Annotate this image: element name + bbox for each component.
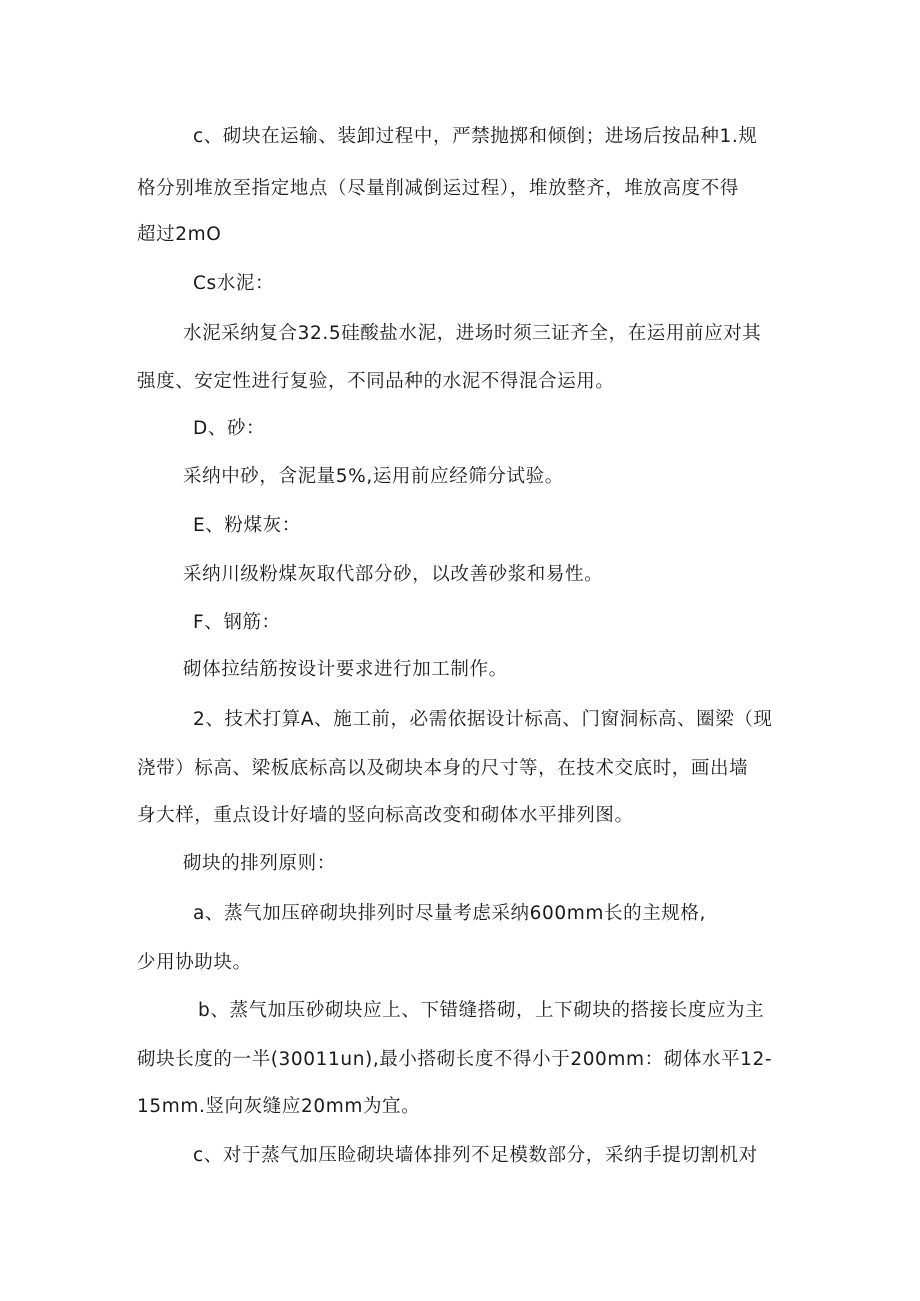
text-line: F、钢筋： [193, 612, 281, 633]
text-line: 水泥采纳复合32.5硅酸盐水泥，进场时须三证齐全，在运用前应对其 [183, 323, 762, 344]
text-line: 2、技术打算A、施工前，必需依据设计标高、门窗洞标高、圈梁（现 [193, 709, 773, 730]
text-line: 强度、安定性进行复验，不同品种的水泥不得混合运用。 [137, 371, 615, 392]
text-line: 身大样，重点设计好墙的竖向标高改变和砌体水平排列图。 [137, 805, 634, 826]
text-line: 砌体拉结筋按设计要求进行加工制作。 [183, 659, 508, 680]
text-line: c、砌块在运输、装卸过程中，严禁抛掷和倾倒；进场后按品种1.规 [193, 126, 758, 147]
text-line: 少用协助块。 [137, 952, 252, 973]
text-line: 浇带）标高、梁板底标高以及砌块本身的尺寸等，在技术交底时，画出墙 [137, 758, 749, 779]
text-line: 格分别堆放至指定地点（尽量削减倒运过程），堆放整齐，堆放高度不得 [137, 178, 739, 199]
text-line: E、粉煤灰： [193, 515, 301, 536]
text-line: 砌块的排列原则： [183, 853, 336, 874]
text-line: 采纳川级粉煤灰取代部分砂，以改善砂浆和易性。 [183, 564, 604, 585]
text-line: 采纳中砂，含泥量5%,运用前应经筛分试验。 [183, 466, 564, 487]
text-line: b、蒸气加压砂砌块应上、下错缝搭砌，上下砌块的搭接长度应为主 [198, 1000, 765, 1021]
text-line: 砌块长度的一半(30011un),最小搭砌长度不得小于200mm：砌体水平12- [137, 1049, 773, 1070]
text-line: a、蒸气加压碎砌块排列时尽量考虑采纳600mm长的主规格, [193, 903, 706, 924]
text-line: c、对于蒸气加压睑砌块墙体排列不足模数部分，采纳手提切割机对 [193, 1145, 758, 1166]
text-line: D、砂： [193, 418, 266, 439]
text-line: 超过2mO [137, 224, 222, 245]
text-line: Cs水泥： [193, 273, 275, 294]
text-line: 15mm.竖向灰缝应20mm为宜。 [137, 1096, 421, 1117]
